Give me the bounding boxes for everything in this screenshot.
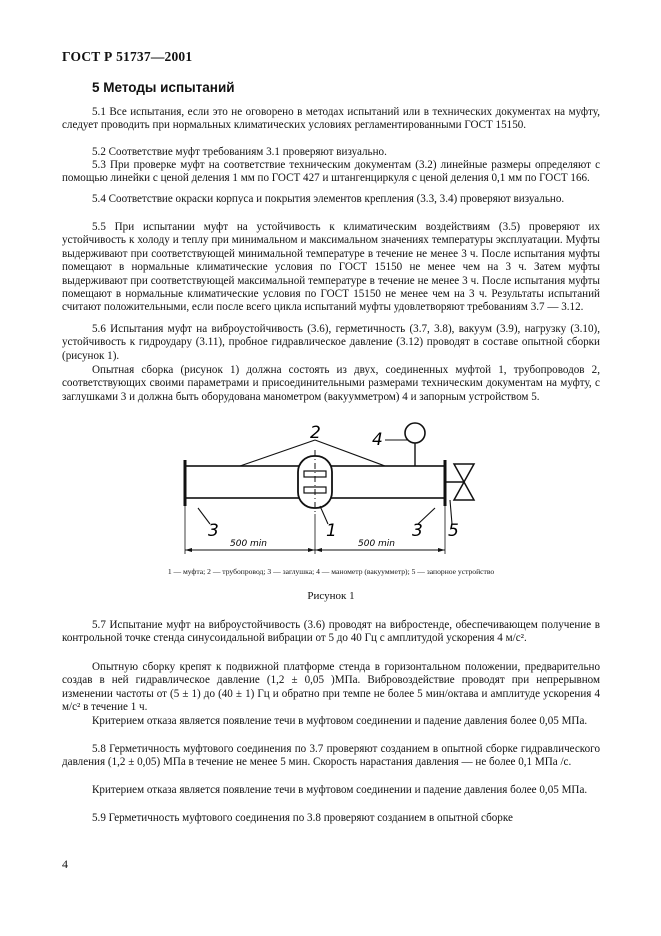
paragraph-5-2: 5.2 Соответствие муфт требованиям 3.1 проверяют визуально. xyxy=(92,146,387,158)
paragraph-5-8: 5.8 Герметичность муфтового соединения по 3.7 проверяют созданием в опытной сборке гидравлического давления (1,2 ± 0,05) МПа в течение не менее 5 мин. Скорость нарастания давления — не более 0,1 МПа /с. xyxy=(62,743,600,769)
paragraph-5-3: 5.3 При проверке муфт на соответствие техническим документам (3.2) линейные размеры определяют с помощью линейки с ценой деления 1 мм по ГОСТ 427 и штангенциркуля с ценой деления 0,1 мм по ГОСТ 166. xyxy=(62,159,600,185)
dim-arrow-2 xyxy=(308,548,315,552)
dim-arrow-4 xyxy=(438,548,445,552)
paragraph-5-9: 5.9 Герметичность муфтового соединения по 3.8 проверяют созданием в опытной сборке xyxy=(92,812,513,824)
paragraph-5-8-criterion: Критерием отказа является появление течи в муфтовом соединении и падение давления более 0,05 МПа. xyxy=(92,784,588,796)
test-assembly-figure xyxy=(150,420,480,570)
callout-4: 4 xyxy=(372,430,383,450)
dim-arrow-3 xyxy=(315,548,322,552)
callout-3-right: 3 xyxy=(412,521,423,541)
paragraph-5-7-criterion: Критерием отказа является появление течи в муфтовом соединении и падение давления более 0,05 МПа. xyxy=(92,715,588,727)
dim-arrow-1 xyxy=(185,548,192,552)
figure-legend: 1 — муфта; 2 — трубопровод; 3 — заглушка; 4 — манометр (вакуумметр); 5 — запорное устройство xyxy=(167,567,495,576)
valve-icon-top xyxy=(454,464,474,482)
paragraph-5-1: 5.1 Все испытания, если это не оговорено в методах испытаний или в технических документах на муфту, следует проводить при нормальных климатических условиях регламентированными ГОСТ 15150. xyxy=(62,106,600,132)
valve-icon-bottom xyxy=(454,482,474,500)
paragraph-5-5: 5.5 При испытании муфт на устойчивость к климатическим воздействиям (3.5) проверяют их устойчивость к холоду и теплу при минимальном и максимальном значениях температуры эксплуатации. Муфты выдерживают при соответствующей минимальной температуре в течение не менее 3 ч. После испытания муфты помещают в нормальные климатические условия по ГОСТ 15150 не менее чем на 3 ч. Затем муфты выдерживают при соответствующей максимальной температуре в течение не менее 3 ч. После испытания муфты помещают в нормальные климатические условия по ГОСТ 15150 не менее чем на 3 ч. Результаты испытаний считают положительными, если после всего цикла испытаний муфты удовлетворяют требованиям 3.7 — 3.12. xyxy=(62,221,600,314)
callout-5: 5 xyxy=(448,521,459,541)
section-title: 5 Методы испытаний xyxy=(92,80,235,95)
dimension-label-left: 500 min xyxy=(230,539,268,549)
paragraph-5-6: 5.6 Испытания муфт на виброустойчивость (3.6), герметичность (3.7, 3.8), вакуум (3.9), нагрузку (3.10), устойчивость к гидроудару (3.11), пробное гидравлическое давление (3.12) проводят в составе опытной сборки (рисунок 1). xyxy=(62,323,600,362)
callout-1: 1 xyxy=(326,521,337,541)
dimension-label-right: 500 min xyxy=(358,539,396,549)
callout-2: 2 xyxy=(310,423,321,443)
paragraph-5-6-assembly: Опытная сборка (рисунок 1) должна состоять из двух, соединенных муфтой 1, трубопроводов 2, соответствующих своими параметрами и присоединительными размерами техническим документам на муфту, с заглушками 3 и должна быть оборудована манометром (вакуумметром) 4 и запорным устройством 5. xyxy=(62,364,600,403)
paragraph-5-7-procedure: Опытную сборку крепят к подвижной платформе стенда в горизонтальном положении, предварительно создав в ней гидравлическое давление (1,2 ± 0,05 )МПа. Вибровоздействие проводят при непрерывном изменении частоты от (5 ± 1) до (40 ± 1) Гц и обратно при темпе не более 5 мин/октава и амплитуде ускорения 4 м/с² в течение 1 ч. xyxy=(62,661,600,714)
standard-header: ГОСТ Р 51737—2001 xyxy=(62,49,193,64)
paragraph-5-7: 5.7 Испытание муфт на виброустойчивость (3.6) проводят на вибростенде, обеспечивающем получение в контрольной точке стенда синусоидальной вибрации от 5 до 40 Гц с амплитудой ускорения 4 м/с². xyxy=(62,619,600,645)
page-number: 4 xyxy=(62,857,68,871)
figure-caption: Рисунок 1 xyxy=(307,590,355,602)
paragraph-5-4: 5.4 Соответствие окраски корпуса и покрытия элементов крепления (3.3, 3.4) проверяют визуально. xyxy=(92,193,565,205)
callout-3-left: 3 xyxy=(208,521,219,541)
